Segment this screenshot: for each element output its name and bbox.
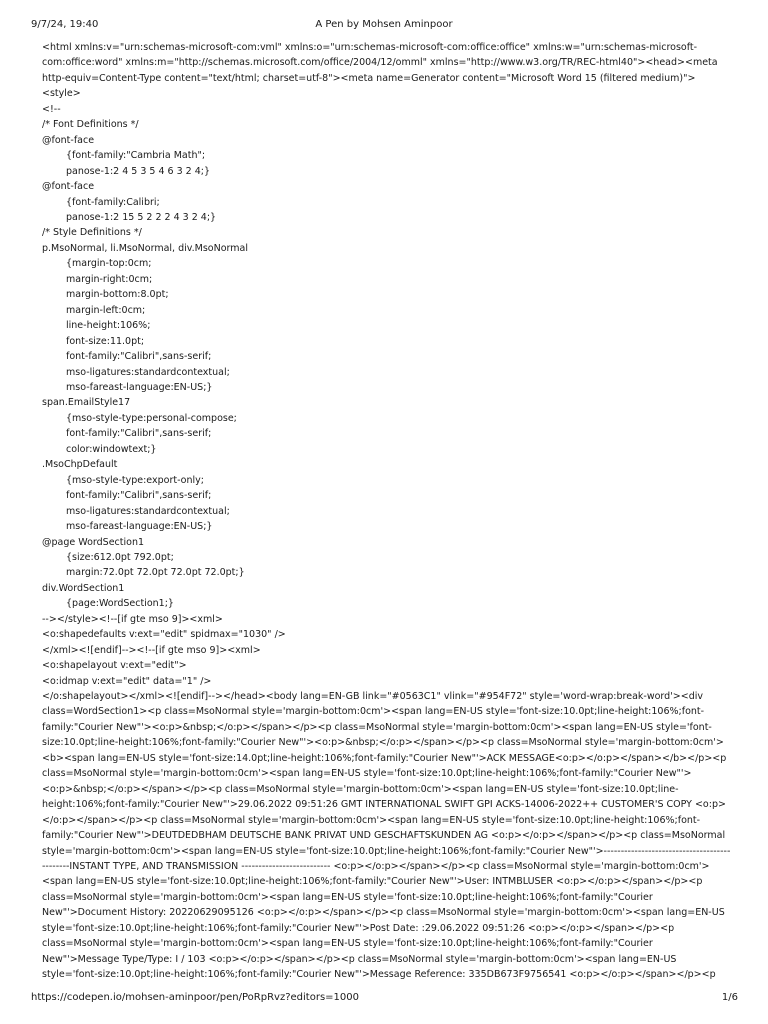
print-datetime: 9/7/24, 19:40 xyxy=(31,19,99,30)
code-line: font-family:"Calibri",sans-serif; xyxy=(66,490,212,502)
code-line: {mso-style-type:export-only; xyxy=(66,474,204,486)
code-line: <!-- xyxy=(42,103,61,115)
page-number: 1/6 xyxy=(721,992,738,1003)
print-header xyxy=(0,0,768,40)
code-line: @page WordSection1 xyxy=(42,536,145,548)
code-line: mso-ligatures:standardcontextual; xyxy=(66,505,230,517)
page-url: https://codepen.io/mohsen-aminpoor/pen/PoRpRvz?editors=1000 xyxy=(31,992,359,1003)
code-line: </xml><![endif]--><!--[if gte mso 9]><xml> xyxy=(42,644,261,656)
code-line: {mso-style-type:personal-compose; xyxy=(66,412,237,424)
code-line: panose-1:2 15 5 2 2 2 4 3 2 4;} xyxy=(66,211,217,223)
code-line: @font-face xyxy=(42,181,95,193)
code-line: <html xmlns:v="urn:schemas-microsoft-com:vml" xmlns:o="urn:schemas-microsoft-com:office:office" xmlns:w="urn:schemas-microsoft-com:office:word" xmlns:m="http://schemas.microsoft.com/office/2004/12/omml" xmlns="http://www.w3.org/TR/REC-html40"><head><meta http-equiv=Content-Type content="text/html; charset=utf-8"><meta name=Generator content="Microsoft Word 15 (filtered medium)"><style> xyxy=(42,42,721,100)
code-line: @font-face xyxy=(42,134,95,146)
code-line: mso-fareast-language:EN-US;} xyxy=(66,521,213,533)
page-title: A Pen by Mohsen Aminpoor xyxy=(315,19,453,30)
code-line: span.EmailStyle17 xyxy=(42,397,131,409)
code-line: {margin-top:0cm; xyxy=(66,258,152,270)
code-line: line-height:106%; xyxy=(66,320,151,332)
code-line: color:windowtext;} xyxy=(66,443,157,455)
code-line: div.WordSection1 xyxy=(42,582,125,594)
code-line: mso-fareast-language:EN-US;} xyxy=(66,381,213,393)
code-line: margin-bottom:8.0pt; xyxy=(66,289,169,301)
code-line: panose-1:2 4 5 3 5 4 6 3 2 4;} xyxy=(66,165,211,177)
html-source-code xyxy=(42,40,732,980)
code-line: .MsoChpDefault xyxy=(42,459,118,471)
code-line: margin:72.0pt 72.0pt 72.0pt 72.0pt;} xyxy=(66,567,245,579)
code-line: font-size:11.0pt; xyxy=(66,335,145,347)
code-line: margin-right:0cm; xyxy=(66,273,153,285)
code-line: {page:WordSection1;} xyxy=(66,598,174,610)
code-line: {size:612.0pt 792.0pt; xyxy=(66,551,174,563)
code-line: {font-family:"Cambria Math"; xyxy=(66,150,206,162)
code-line: /* Style Definitions */ xyxy=(42,227,142,239)
code-line: font-family:"Calibri",sans-serif; xyxy=(66,351,212,363)
code-line: font-family:"Calibri",sans-serif; xyxy=(66,428,212,440)
code-line: mso-ligatures:standardcontextual; xyxy=(66,366,230,378)
code-line: margin-left:0cm; xyxy=(66,304,146,316)
code-line: <o:shapedefaults v:ext="edit" spidmax="1030" /> xyxy=(42,629,286,641)
code-line: p.MsoNormal, li.MsoNormal, div.MsoNormal xyxy=(42,242,248,254)
code-line: {font-family:Calibri; xyxy=(66,196,160,208)
code-line: </o:shapelayout></xml><![endif]--></head><body lang=EN-GB link="#0563C1" vlink="#954F72" style='word-wrap:break-word'><div class=WordSection1><p class=MsoNormal style='margin-bottom:0cm'><span lang=EN-US style='font-size:10.0pt;line-height:106%;font-family:"Courier New"'><o:p>&nbsp;</o:p></span></p><p class=MsoNormal style='margin-bottom:0cm'><span lang=EN-US style='font-size:10.0pt;line-height:106%;font-family:"Courier New"'><o:p>&nbsp;</o:p></span></p><p class=MsoNormal style='margin-bottom:0cm'><b><span lang=EN-US style='font-size:14.0pt;line-height:106%;font-family:"Courier New"'>ACK MESSAGE<o:p></o:p></span></b></p><p class=MsoNormal style='margin-bottom:0cm'><span lang=EN-US style='font-size:10.0pt;line-height:106%;font-family:"Courier New"'><o:p>&nbsp;</o:p></span></p><p class=MsoNormal style='margin-bottom:0cm'><span lang=EN-US style='font-size:10.0pt;line-height:106%;font-family:"Courier New"'>29.06.2022 09:51:26 GMT INTERNATIONAL SWIFT GPI ACKS-14006-2022++ CUSTOMER'S COPY <o:p></o:p></span></p><p class=MsoNormal style='margin-bottom:0cm'><span lang=EN-US style='font-size:10.0pt;line-height:106%;font-family:"Courier New"'>DEUTDEDBHAM DEUTSCHE BANK PRIVAT UND GESCHAFTSKUNDEN AG <o:p></o:p></span></p><p class=MsoNormal style='margin-bottom:0cm'><span lang=EN-US style='font-size:10.0pt;line-height:106%;font-family:"Courier New"'>---------------------------------------------INSTANT TYPE, AND TRANSMISSION -------------------------- <o:p></o:p></span></p><p class=MsoNormal style='margin-bottom:0cm'><span lang=EN-US style='font-size:10.0pt;line-height:106%;font-family:"Courier New"'>User: INTMBLUSER <o:p></o:p></span></p><p class=MsoNormal style='margin-bottom:0cm'><span lang=EN-US style='font-size:10.0pt;line-height:106%;font-family:"Courier New"'>Document History: 20220629095126 <o:p></o:p></span></p><p class=MsoNormal style='margin-bottom:0cm'><span lang=EN-US style='font-size:10.0pt;line-height:106%;font-family:"Courier New"'>Post Date: :29.06.2022 09:51:26 <o:p></o:p></span></p><p class=MsoNormal style='margin-bottom:0cm'><span lang=EN-US style='font-size:10.0pt;line-height:106%;font-family:"Courier New"'>Message Type/Type: I / 103 <o:p></o:p></span></p><p class=MsoNormal style='margin-bottom:0cm'><span lang=EN-US style='font-size:10.0pt;line-height:106%;font-family:"Courier New"'>Message Reference: 335DB673F9756541 <o:p></o:p></span></p><p xyxy=(42,691,731,980)
code-line: <o:shapelayout v:ext="edit"> xyxy=(42,660,187,672)
code-line: --></style><!--[if gte mso 9]><xml> xyxy=(42,613,223,625)
code-line: <o:idmap v:ext="edit" data="1" /> xyxy=(42,675,212,687)
code-line: /* Font Definitions */ xyxy=(42,119,139,131)
